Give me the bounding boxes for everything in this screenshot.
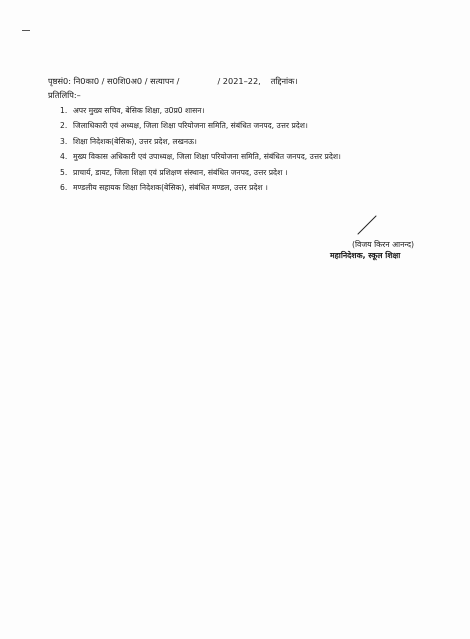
list-item-text: प्राचार्य, डायट, जिला शिक्षा एवं प्रशिक्षण संस्थान, संबंधित जनपद, उत्तर प्रदेश । — [73, 167, 288, 177]
signatory-designation: महानिदेशक, स्कूल शिक्षा — [330, 251, 401, 260]
list-item-number: 1. — [60, 106, 68, 115]
signature-stroke — [355, 214, 379, 236]
list-item — [60, 168, 440, 178]
list-item-number: 4. — [60, 152, 68, 162]
signatory-name: (विजय किरन आनन्द) — [351, 240, 415, 249]
reference-line — [48, 76, 378, 87]
reference-year: / 2021–22, — [217, 76, 261, 86]
list-item — [60, 152, 440, 162]
list-item-text: मण्डलीय सहायक शिक्षा निदेशक(बेसिक), संबंधित मण्डल, उत्तर प्रदेश । — [73, 182, 268, 192]
list-item-number: 3. — [60, 136, 68, 146]
list-item — [60, 137, 440, 147]
list-item — [60, 121, 440, 131]
signature-block — [330, 239, 430, 261]
copy-to-label: प्रतिलिपि:– — [48, 90, 81, 100]
scan-mark — [22, 30, 30, 31]
list-item-number: 2. — [60, 121, 68, 131]
list-item-text: मुख्य विकास अधिकारी एवं उपाध्यक्ष, जिला शिक्षा परियोजना समिति, संबंधित जनपद, उत्तर प्रदेश। — [73, 152, 341, 162]
list-item-text: अपर मुख्य सचिव, बेसिक शिक्षा, उ0प्र0 शासन। — [73, 106, 205, 115]
list-item-number: 6. — [60, 182, 68, 192]
list-item-number: 5. — [60, 167, 68, 177]
list-item — [60, 183, 440, 193]
list-item-text: शिक्षा निदेशक(बेसिक), उत्तर प्रदेश, लखनऊ। — [73, 136, 197, 146]
recipient-list — [60, 106, 440, 198]
reference-dated: तद्दिनांक। — [270, 76, 298, 86]
list-item — [60, 106, 440, 116]
list-item-text: जिलाधिकारी एवं अध्यक्ष, जिला शिक्षा परियोजना समिति, संबंधित जनपद, उत्तर प्रदेश। — [73, 121, 308, 131]
reference-number: पृष्ठसं0: नि0का0 / स0शि0अ0 / सत्यापन / — [48, 76, 180, 86]
